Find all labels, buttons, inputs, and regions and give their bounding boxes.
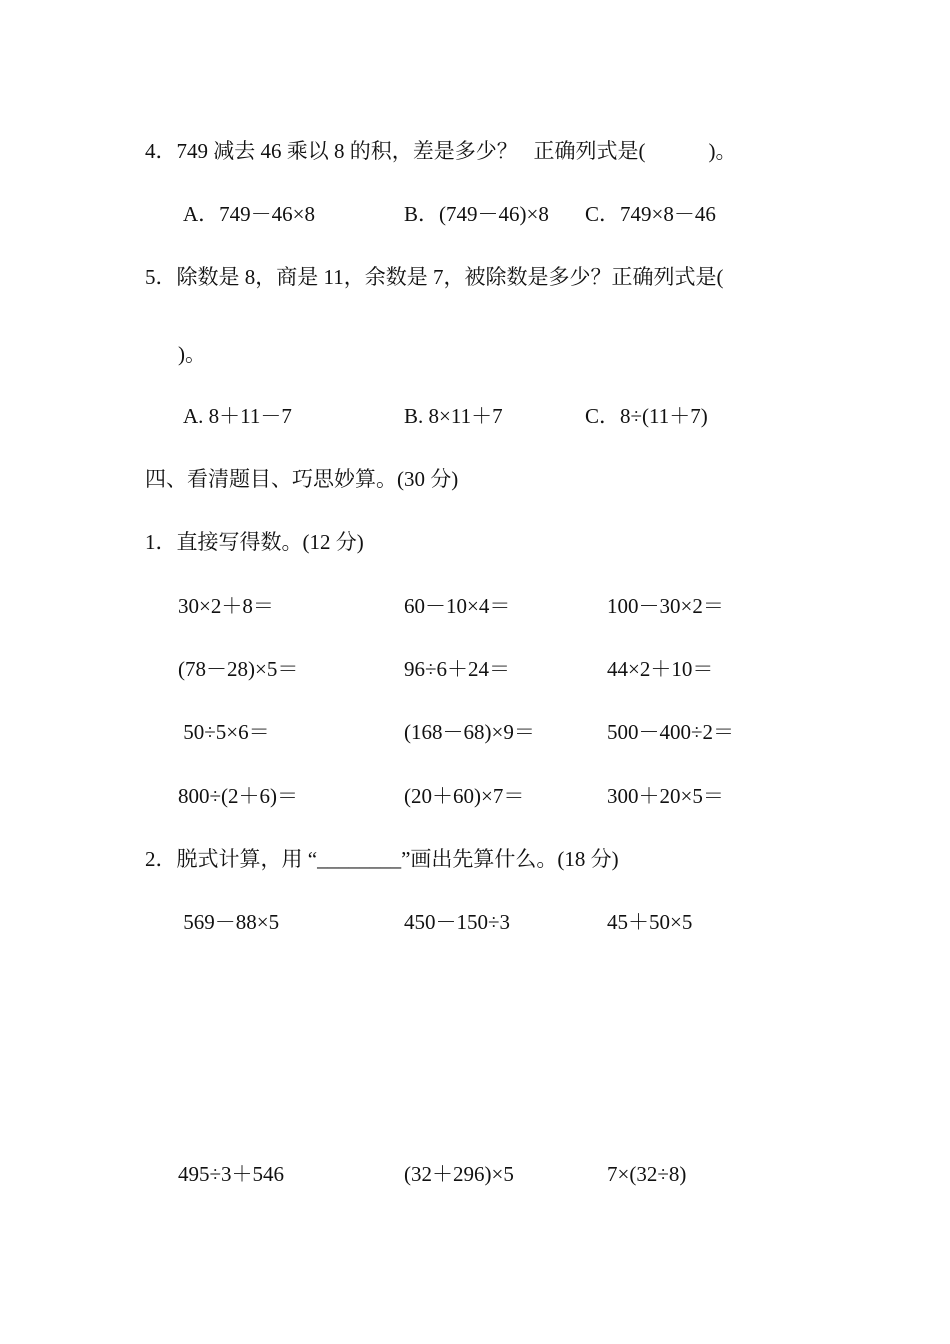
stepwise-item: 495÷3＋546 (178, 1162, 285, 1186)
stepwise-item: 7×(32÷8) (607, 1162, 687, 1186)
q4-option-c: C．749×8－46 (585, 202, 716, 226)
calc-item: 96÷6＋24＝ (404, 657, 511, 681)
q4-option-a: A．749－46×8 (183, 202, 316, 226)
calc-item: 50÷5×6＝ (178, 720, 270, 744)
stepwise-item: 45＋50×5 (607, 910, 693, 934)
stepwise-item: 450－150÷3 (404, 910, 511, 934)
part-1-title: 1．直接写得数。(12 分) (145, 530, 364, 554)
question-4: 4．749 减去 46 乘以 8 的积，差是多少？ 正确列式是( )。 (145, 139, 737, 163)
calc-item: (168－68)×9＝ (404, 720, 535, 744)
calc-item: 800÷(2＋6)＝ (178, 784, 299, 808)
stepwise-item: 569－88×5 (178, 910, 280, 934)
question-5: 5．除数是 8，商是 11，余数是 7，被除数是多少？正确列式是( (145, 265, 724, 289)
question-5-continuation: )。 (178, 342, 206, 366)
calc-item: 30×2＋8＝ (178, 594, 274, 618)
section-4-title: 四、看清题目、巧思妙算。(30 分) (145, 467, 459, 491)
calc-item: 60－10×4＝ (404, 594, 511, 618)
part-2-title: 2．脱式计算，用 “________”画出先算什么。(18 分) (145, 847, 619, 871)
calc-item: 300＋20×5＝ (607, 784, 724, 808)
calc-item: (20＋60)×7＝ (404, 784, 525, 808)
q4-option-b: B．(749－46)×8 (404, 202, 549, 226)
q5-option-c: C．8÷(11＋7) (585, 404, 708, 428)
calc-item: (78－28)×5＝ (178, 657, 299, 681)
stepwise-item: (32＋296)×5 (404, 1162, 514, 1186)
calc-item: 100－30×2＝ (607, 594, 724, 618)
calc-item: 44×2＋10＝ (607, 657, 714, 681)
q5-option-a: A. 8＋11－7 (183, 404, 292, 428)
calc-item: 500－400÷2＝ (607, 720, 735, 744)
q5-option-b: B. 8×11＋7 (404, 404, 503, 428)
